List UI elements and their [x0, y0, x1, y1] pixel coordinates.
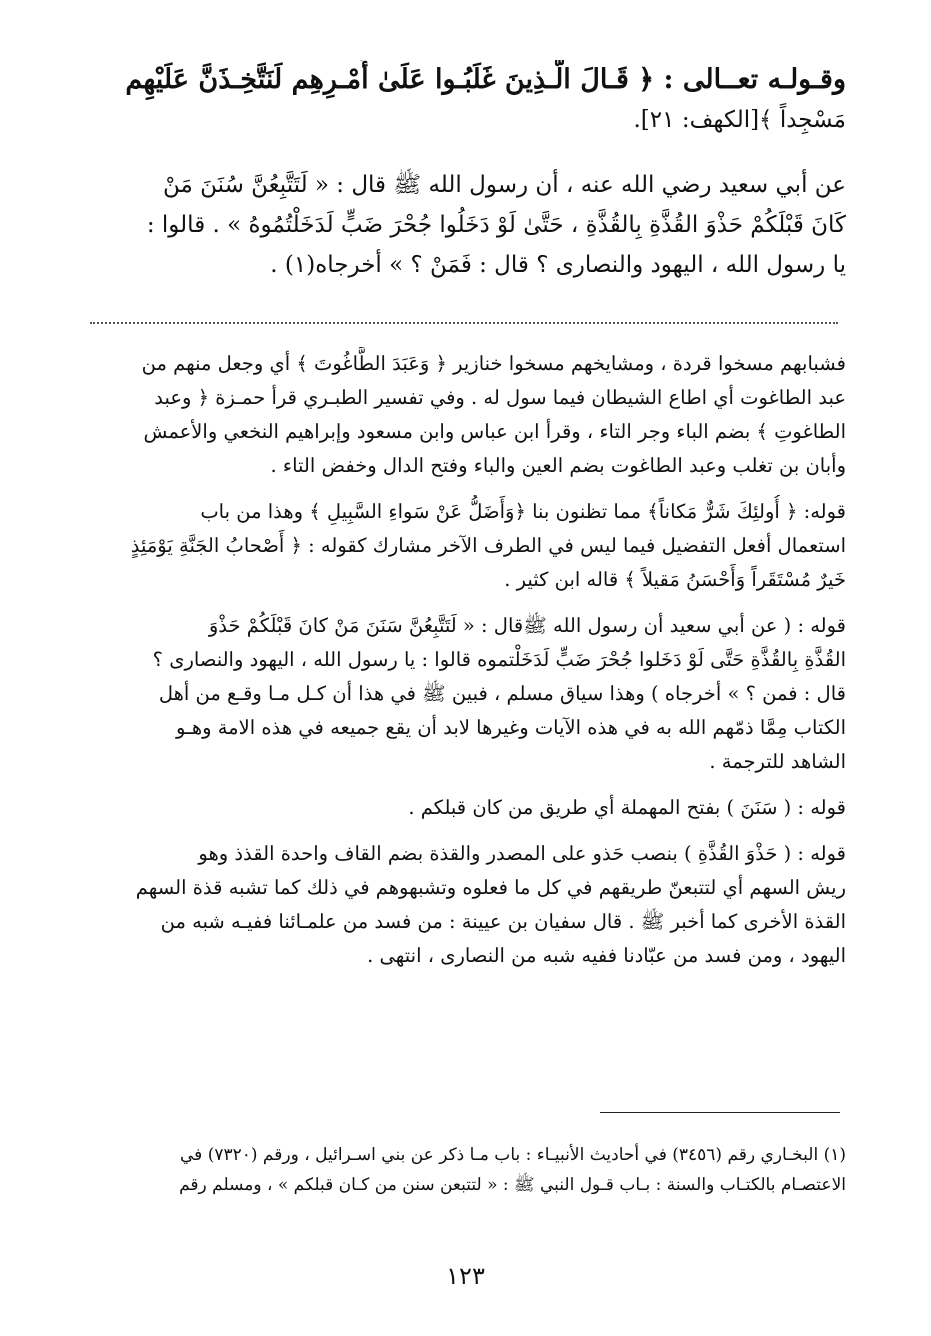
hadith-line: كَانَ قَبْلَكُمْ حَذْوَ القُذَّةِ بِالقُذَّةِ ، حَتَّىٰ لَوْ دَخَلُوا جُحْرَ ضَبٍّ لَدَخَلْتُمُوهُ » . قالوا :: [146, 212, 846, 238]
commentary-line: الشاهد للترجمة .: [709, 750, 846, 773]
dotted-separator: [90, 322, 838, 324]
hadith-line: عن أبي سعيد رضي الله عنه ، أن رسول الله ﷺ قال : « لَتَتَّبِعُنَّ سُنَنَ مَنْ: [162, 172, 846, 198]
commentary-paragraph: [78, 495, 846, 597]
commentary: [78, 347, 846, 985]
footnote: [78, 1140, 846, 1200]
commentary-paragraph: [78, 837, 846, 973]
commentary-line: خَيرٌ مُسْتَقَراً وَأَحْسَنُ مَقيلاً ﴾ قاله ابن كثير .: [504, 568, 846, 591]
footnote-line: الاعتصـام بالكتـاب والسنة : بـاب قـول النبي ﷺ : « لتتبعن سنن من كـان قبلكم » ، ومسلم رقم: [179, 1175, 846, 1195]
commentary-line: قوله : ( عن أبي سعيد أن رسول الله ﷺقال : « لَتَتَّبِعُنَّ سَنَنَ مَنْ كانَ قَبْلَكُمْ حَذْوَ: [208, 614, 846, 637]
commentary-line: الكتاب مِمَّا ذمّهم الله به في هذه الآيات وغيرها لابد أن يقع جميعه في هذه الامة وهـو: [176, 716, 846, 739]
footnote-separator: [600, 1112, 840, 1113]
page-number: ١٢٣: [446, 1262, 485, 1290]
footnote-line: (١) البخـاري رقم (٣٤٥٦) في أحاديث الأنبيـاء : باب مـا ذكر عن بني اسـرائيل ، ورقم (٧٣٢٠) في: [180, 1145, 846, 1165]
commentary-line: وأبان بن تغلب وعبد الطاغوت بضم العين والباء وفتح الدال وخفض التاء .: [270, 454, 846, 477]
hadith-text: [78, 165, 846, 285]
verse-line: وقـولـه تعــالى : ﴿ قَـالَ الَّـذِينَ غَلَبُـوا عَلَىٰ أَمْـرِهِم لَنَتَّخِـذَنَّ عَلَيْهِم: [125, 64, 846, 95]
commentary-line: فشبابهم مسخوا قردة ، ومشايخهم مسخوا خنازير ﴿ وَعَبَدَ الطَّاغُوتَ ﴾ أي وجعل منهم من: [141, 352, 846, 375]
commentary-line: اليهود ، ومن فسد من عبّادنا ففيه شبه من النصارى ، انتهى .: [367, 944, 846, 967]
commentary-paragraph: [78, 347, 846, 483]
commentary-line: قوله : ( سَنَنَ ) بفتح المهملة أي طريق من كان قبلكم .: [408, 796, 846, 819]
commentary-line: استعمال أفعل التفضيل فيما ليس في الطرف الآخر مشارك كقوله : ﴿ أَصْحابُ الجَنَّةِ يَوْمَئِذٍ: [130, 534, 846, 557]
quran-verse-heading: [78, 60, 846, 140]
verse-line: مَسْجِداً ﴾[الكهف: ٢١].: [633, 107, 846, 133]
commentary-paragraph: [78, 791, 846, 825]
commentary-line: قوله: ﴿ أُولئِكَ شَرٌّ مَكاناً﴾ مما تظنون بنا ﴿وَأَضَلُّ عَنْ سَواءِ السَّبِيلِ ﴾ وهذا من باب: [200, 500, 846, 523]
commentary-line: الطاغوتِ ﴾ بضم الباء وجر التاء ، وقرأ ابن عباس وابن مسعود وإبراهيم النخعي والأعمش: [143, 420, 846, 443]
commentary-paragraph: [78, 609, 846, 779]
commentary-line: ريش السهم أي لتتبعنّ طريقهم في كل ما فعلوه وتشبهوهم في ذلك كما تشبه قذة السهم: [135, 876, 846, 899]
commentary-line: عبد الطاغوت أي اطاع الشيطان فيما سول له . وفي تفسير الطبـري قرأ حمـزة ﴿ وعبد: [154, 386, 846, 409]
hadith-line: يا رسول الله ، اليهود والنصارى ؟ قال : فَمَنْ ؟ » أخرجاه(١) .: [270, 252, 846, 278]
commentary-line: قال : فمن ؟ » أخرجاه ) وهذا سياق مسلم ، فبين ﷺ في هذا أن كـل مـا وقـع من أهل: [158, 682, 846, 705]
commentary-line: القُذَّةِ بِالقُذَّةِ حَتَّى لَوْ دَخَلوا جُحْرَ ضَبٍّ لَدَخَلْتموه قالوا : يا رسول الله ، اليهود والنصارى ؟: [152, 648, 846, 671]
commentary-line: قوله : ( حَذْوَ القُذَّةِ ) بنصب حَذو على المصدر والقذة بضم القاف واحدة القذذ وهو: [198, 842, 846, 865]
commentary-line: القذة الأخرى كما أخبر ﷺ . قال سفيان بن عيينة : من فسد من علمـائنا ففيـه شبه من: [160, 910, 846, 933]
